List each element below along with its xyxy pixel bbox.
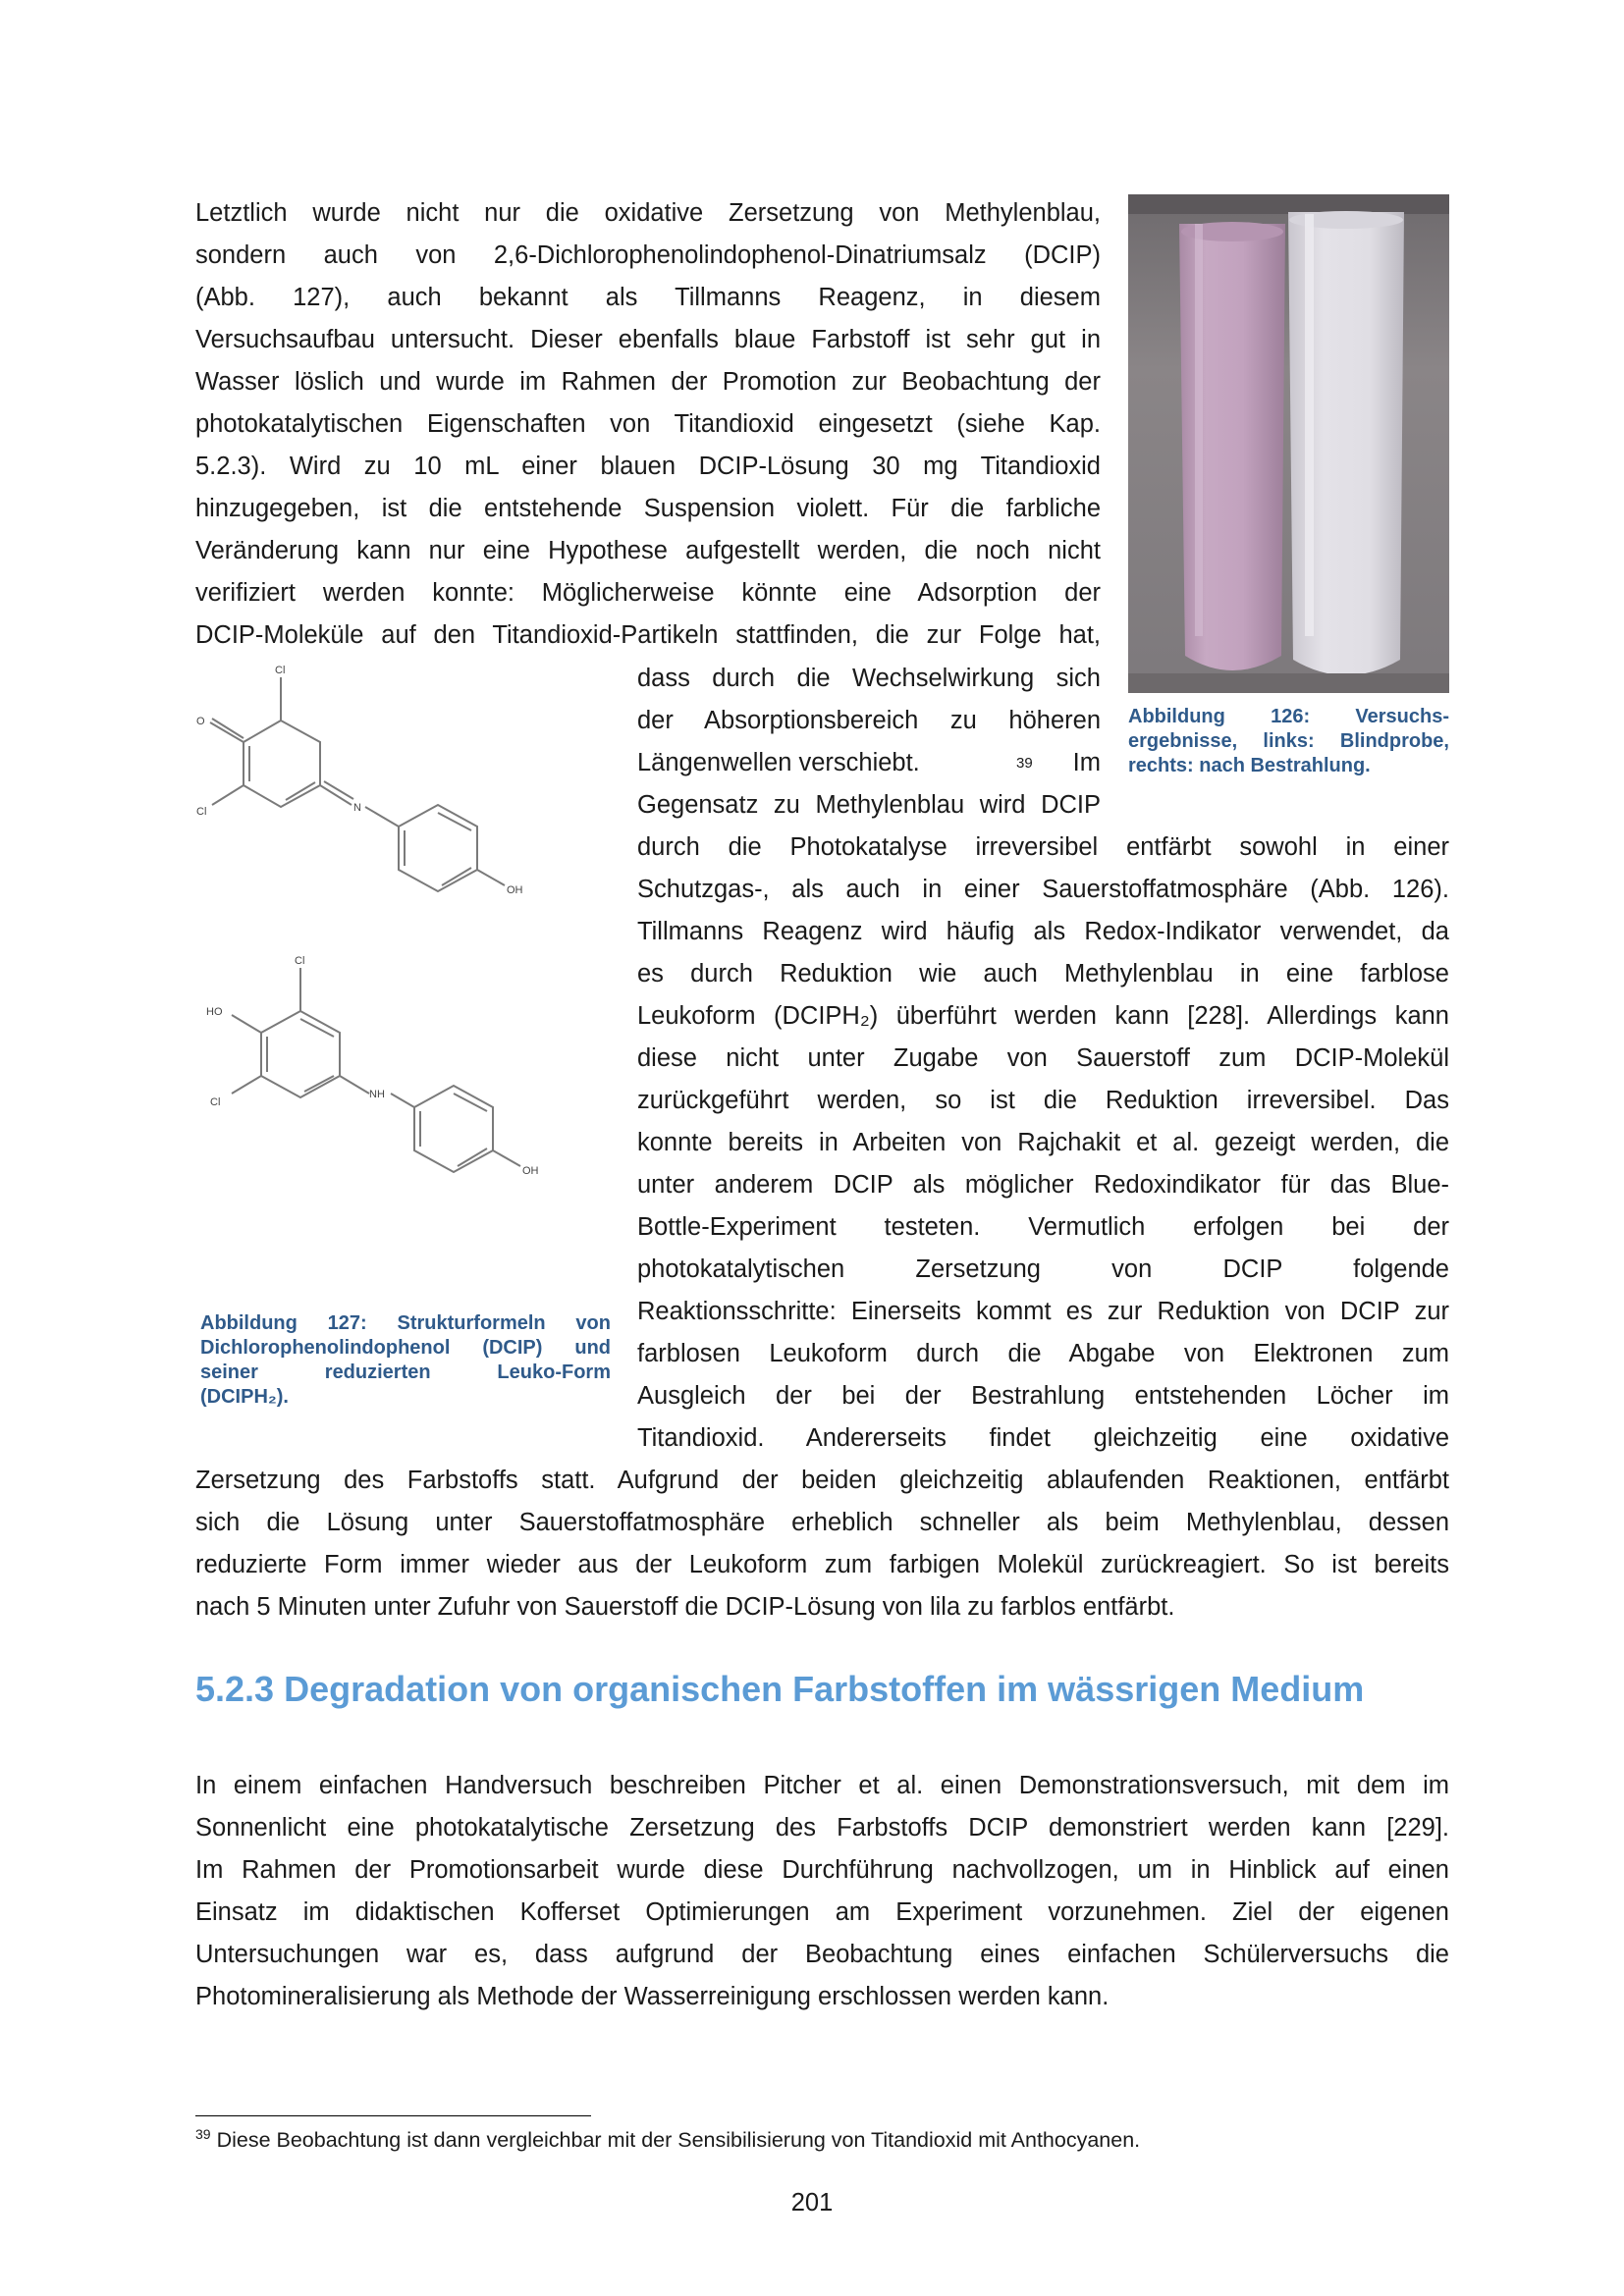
cl-label: Cl [275,665,286,676]
text-line: durch die Photokatalyse irreversibel entfärbt sowohl in einer [637,833,1449,861]
caption-line: seiner reduzierten Leuko-Form [200,1362,611,1383]
text-line: Tillmanns Reagenz wird häufig als Redox-Indikator verwendet, da [637,918,1449,945]
text-line: dass durch die Wechselwirkung sich [637,665,1101,692]
o-label: O [196,716,205,727]
paragraph-continued [195,1460,1449,1629]
cl-label: Cl [196,806,207,818]
text-line: Letztlich wurde nicht nur die oxidative Zersetzung von Methylenblau, [195,199,1101,227]
caption-line: Dichlorophenolindophenol (DCIP) und [200,1337,611,1359]
figure-126-caption [1128,705,1449,778]
paragraph-side [637,658,1101,827]
caption-line: (DCIPH₂). [200,1386,289,1408]
text-fragment: Im [1072,749,1101,776]
text-line: konnte bereits in Arbeiten von Rajchakit et al. gezeigt werden, die [637,1129,1449,1156]
test-tube-photo [1128,194,1449,693]
text-line: Im Rahmen der Promotionsarbeit wurde diese Durchführung nachvollzogen, um in Hinblick auf einen [195,1856,1449,1884]
text-line: Reaktionsschritte: Einerseits kommt es zur Reduktion von DCIP zur [637,1298,1449,1325]
text-line: reduzierte Form immer wieder aus der Leukoform zum farbigen Molekül zurückreagiert. So ist bereits [195,1551,1449,1578]
text-line: Gegensatz zu Methylenblau wird DCIP [637,791,1101,819]
text-line: Titandioxid. Andererseits findet gleichzeitig eine oxidative [637,1424,1449,1452]
text-line: Ausgleich der bei der Bestrahlung entstehenden Löcher im [637,1382,1449,1410]
footnote-number: 39 [195,2126,211,2142]
text-line: DCIP-Moleküle auf den Titandioxid-Partikeln stattfinden, die zur Folge hat, [195,621,1101,649]
text-line: sich die Lösung unter Sauerstoffatmosphäre erheblich schneller als beim Methylenblau, dessen [195,1509,1449,1536]
text-line: 5.2.3). Wird zu 10 mL einer blauen DCIP-Lösung 30 mg Titandioxid [195,453,1101,480]
n-label: N [353,802,361,814]
text-line [637,742,1101,784]
paragraph-section [195,1765,1449,2018]
oh-label: OH [522,1165,539,1177]
text-line: photokatalytischen Zersetzung von DCIP folgende [637,1255,1449,1283]
text-fragment: Längenwellen verschiebt. [637,749,920,776]
text-line: diese nicht unter Zugabe von Sauerstoff zum DCIP-Molekül [637,1044,1449,1072]
figure-127-caption [200,1311,611,1410]
footnote-text: Diese Beobachtung ist dann vergleichbar mit der Sensibilisierung von Titandioxid mit Anthocyanen. [216,2128,1141,2152]
text-line: sondern auch von 2,6-Dichlorophenolindophenol-Dinatriumsalz (DCIP) [195,241,1101,269]
ho-label: HO [206,1006,223,1018]
text-line: hinzugegeben, ist die entstehende Suspension violett. Für die farbliche [195,495,1101,522]
text-line: In einem einfachen Handversuch beschreiben Pitcher et al. einen Demonstrationsversuch, mit dem im [195,1772,1449,1799]
text-line: Untersuchungen war es, dass aufgrund der Beobachtung eines einfachen Schülerversuchs die [195,1941,1449,1968]
caption-line: Abbildung 126: Versuchs- [1128,706,1449,727]
text-line: Schutzgas-, als auch in einer Sauerstoffatmosphäre (Abb. 126). [637,876,1449,903]
caption-line: rechts: nach Bestrahlung. [1128,755,1371,776]
text-line: nach 5 Minuten unter Zufuhr von Sauerstoff die DCIP-Lösung von lila zu farblos entfärbt. [195,1593,1175,1621]
page-number: 201 [790,2189,834,2216]
oh-label: OH [507,884,523,896]
text-line: photokatalytischen Eigenschaften von Titandioxid eingesetzt (siehe Kap. [195,410,1101,438]
cl-label: Cl [210,1096,221,1108]
text-line: zurückgeführt werden, so ist die Reduktion irreversibel. Das [637,1087,1449,1114]
text-line: Zersetzung des Farbstoffs statt. Aufgrund der beiden gleichzeitig ablaufenden Reaktionen, entfärbt [195,1467,1449,1494]
text-line: verifiziert werden konnte: Möglicherweise könnte eine Adsorption der [195,579,1101,607]
text-line: Photomineralisierung als Methode der Wasserreinigung erschlossen werden kann. [195,1983,1110,2010]
text-line: es durch Reduktion wie auch Methylenblau in eine farblose [637,960,1449,988]
text-line: der Absorptionsbereich zu höheren [637,707,1101,734]
text-line: Leukoform (DCIPH₂) überführt werden kann [228]. Allerdings kann [637,1002,1449,1030]
dcip-structural-formulas [192,658,615,1286]
text-line: (Abb. 127), auch bekannt als Tillmanns Reagenz, in diesem [195,284,1101,311]
cl-label: Cl [295,955,305,967]
text-line: Bottle-Experiment testeten. Vermutlich erfolgen bei der [637,1213,1449,1241]
text-line: unter anderem DCIP als möglicher Redoxindikator für das Blue- [637,1171,1449,1199]
text-line: Wasser löslich und wurde im Rahmen der Promotion zur Beobachtung der [195,368,1101,396]
text-line: Sonnenlicht eine photokatalytische Zersetzung des Farbstoffs DCIP demonstriert werden kann [229]. [195,1814,1449,1842]
paragraph-main [637,827,1449,1460]
text-line: Einsatz im didaktischen Kofferset Optimierungen am Experiment vorzunehmen. Ziel der eigenen [195,1898,1449,1926]
section-heading: 5.2.3 Degradation von organischen Farbstoffen im wässrigen Medium [195,1669,1365,1709]
footnote [195,2126,1140,2153]
footnote-separator [195,2115,591,2116]
caption-line: Abbildung 127: Strukturformeln von [200,1312,611,1334]
nh-label: NH [369,1089,385,1100]
footnote-reference[interactable]: 39 [1016,755,1033,772]
text-line: Veränderung kann nur eine Hypothese aufgestellt werden, die noch nicht [195,537,1101,564]
paragraph-intro [195,192,1101,657]
caption-line: ergebnisse, links: Blindprobe, [1128,730,1449,752]
text-line: farblosen Leukoform durch die Abgabe von Elektronen zum [637,1340,1449,1367]
text-line: Versuchsaufbau untersucht. Dieser ebenfalls blaue Farbstoff ist sehr gut in [195,326,1101,353]
